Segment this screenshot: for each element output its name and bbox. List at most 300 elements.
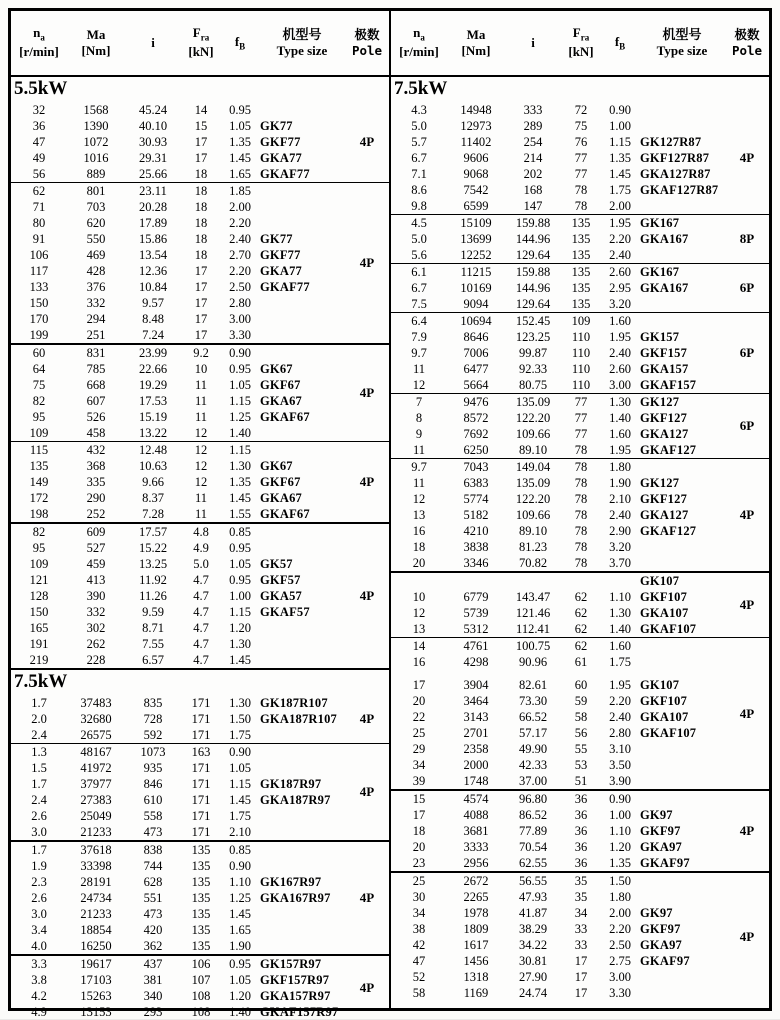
value-cell: 38 (412, 921, 426, 936)
group-rows (11, 442, 345, 522)
value-cell: 4574 (463, 791, 489, 806)
type-size-cell: GKAF77 (260, 279, 310, 294)
value-cell: 1.75 (609, 182, 631, 197)
value-cell: 0.90 (609, 102, 631, 117)
value-cell: 9068 (463, 166, 489, 181)
value-cell: 17 (574, 953, 588, 968)
group-rows (391, 573, 725, 637)
table-row (11, 425, 345, 441)
value-cell: 77 (574, 426, 588, 441)
table-row (11, 231, 345, 247)
value-cell: 37.00 (518, 773, 548, 788)
table-row (11, 620, 345, 636)
value-cell: 335 (86, 474, 106, 489)
value-cell: 3.20 (609, 539, 631, 554)
value-cell: 17 (194, 150, 208, 165)
value-cell: 41972 (80, 760, 112, 775)
value-cell: 122.20 (515, 491, 551, 506)
table-row (391, 621, 725, 637)
value-cell: 135 (571, 280, 591, 295)
type-size-cell: GKF127R87 (640, 150, 710, 165)
value-cell: 17103 (80, 972, 112, 987)
value-cell: 1.05 (229, 118, 251, 133)
table-group (391, 791, 769, 873)
table-row (391, 410, 725, 426)
type-size-cell: GK57 (260, 556, 293, 571)
value-cell: 49.90 (518, 741, 548, 756)
type-size-cell: GK77 (260, 231, 293, 246)
value-cell: 58 (412, 985, 426, 1000)
value-cell: 2.20 (609, 921, 631, 936)
value-cell: 4.5 (411, 215, 427, 230)
pole-cell: 4P (359, 711, 375, 726)
value-cell: 2.3 (31, 874, 47, 889)
value-cell: 1.00 (229, 588, 251, 603)
table-row (11, 474, 345, 490)
value-cell: 2265 (463, 889, 489, 904)
value-cell: 1617 (463, 937, 489, 952)
value-cell: 45.24 (138, 102, 168, 117)
value-cell: 82 (32, 393, 46, 408)
value-cell: 3.00 (229, 311, 251, 326)
value-cell: 171 (191, 760, 211, 775)
column-header-symbol-text: 机型号 (282, 26, 322, 42)
value-cell: 12252 (460, 247, 492, 262)
table-group (391, 873, 769, 1001)
table-row (11, 988, 345, 1004)
value-cell: 91 (32, 231, 46, 246)
value-cell: 135 (571, 247, 591, 262)
value-cell: 92.33 (518, 361, 548, 376)
value-cell: 8.48 (142, 311, 164, 326)
value-cell: 3143 (463, 709, 489, 724)
value-cell: 135 (191, 890, 211, 905)
table-group (391, 394, 769, 459)
value-cell: 6250 (463, 442, 489, 457)
value-cell: 95 (32, 409, 46, 424)
column-header-unit: Type size (276, 43, 328, 58)
type-size-cell: GKF67 (260, 474, 301, 489)
value-cell: 8.37 (142, 490, 164, 505)
value-cell: 5312 (463, 621, 489, 636)
value-cell: 7 (415, 394, 423, 409)
table-row (391, 725, 725, 741)
column-header-symbol (151, 35, 155, 51)
type-size-cell: GKAF157 (640, 377, 697, 392)
value-cell: 12.36 (138, 263, 168, 278)
table-group (11, 744, 389, 842)
value-cell: 3.50 (609, 757, 631, 772)
value-cell: 458 (86, 425, 106, 440)
value-cell: 1.05 (229, 760, 251, 775)
value-cell: 21233 (80, 824, 112, 839)
value-cell: 53 (574, 757, 588, 772)
table-group (391, 638, 769, 791)
value-cell: 668 (86, 377, 106, 392)
value-cell: 1.95 (609, 329, 631, 344)
value-cell: 551 (143, 890, 163, 905)
value-cell: 1.20 (609, 839, 631, 854)
type-size-cell: GKA157R97 (260, 988, 331, 1003)
value-cell: 47 (412, 953, 426, 968)
value-cell: 5774 (463, 491, 489, 506)
value-cell: 5.0 (411, 231, 427, 246)
value-cell: 11 (412, 361, 426, 376)
table-group (391, 573, 769, 638)
value-cell: 51 (574, 773, 588, 788)
column-header-symbol-text: i (531, 34, 535, 50)
table-row (11, 327, 345, 343)
value-cell: 252 (86, 506, 106, 521)
table-row (391, 523, 725, 539)
value-cell: 7.9 (411, 329, 427, 344)
value-cell: 81.23 (518, 539, 548, 554)
value-cell: 1.30 (229, 636, 251, 651)
table-row (391, 937, 725, 953)
column-header-symbol-text: F (192, 25, 201, 41)
value-cell: 90.96 (518, 654, 548, 669)
value-cell: 889 (86, 166, 106, 181)
table-row (391, 839, 725, 855)
pole-cell: 4P (359, 134, 375, 149)
value-cell: 6.7 (411, 280, 427, 295)
pole-cell: 4P (359, 588, 375, 603)
table-row (11, 922, 345, 938)
value-cell: 144.96 (515, 280, 551, 295)
column-header (391, 11, 447, 75)
type-size-cell: GKA77 (260, 150, 302, 165)
value-cell: 18 (412, 823, 426, 838)
value-cell: 30 (412, 889, 426, 904)
value-cell: 18 (194, 215, 208, 230)
value-cell: 56 (574, 725, 588, 740)
value-cell: 170 (29, 311, 49, 326)
column-header-symbol (467, 27, 486, 43)
type-size-cell: GKAF57 (260, 604, 310, 619)
value-cell: 3.0 (31, 906, 47, 921)
type-size-cell: GKA127 (640, 426, 689, 441)
table-group (391, 459, 769, 573)
value-cell: 620 (86, 215, 106, 230)
value-cell: 1.50 (229, 711, 251, 726)
value-cell: 3.70 (609, 555, 631, 570)
value-cell: 9606 (463, 150, 489, 165)
value-cell: 149.04 (515, 459, 551, 474)
value-cell: 459 (86, 556, 106, 571)
value-cell: 4088 (463, 807, 489, 822)
table-row (391, 313, 725, 329)
table-group (11, 442, 389, 524)
value-cell: 3.10 (609, 741, 631, 756)
value-cell: 11.92 (139, 572, 167, 587)
type-size-cell: GK167 (640, 215, 680, 230)
value-cell: 40.10 (138, 118, 168, 133)
table-row (11, 938, 345, 954)
value-cell: 15 (194, 118, 208, 133)
right-half (391, 11, 769, 1008)
value-cell: 1.30 (229, 458, 251, 473)
value-cell: 4.7 (193, 588, 209, 603)
column-header-symbol-text: i (151, 34, 155, 50)
value-cell: 0.95 (229, 102, 251, 117)
type-size-cell: GK167 (640, 264, 680, 279)
value-cell: 2.75 (609, 953, 631, 968)
value-cell: 47 (32, 134, 46, 149)
table-row (11, 506, 345, 522)
value-cell: 11 (194, 393, 208, 408)
column-header-symbol (354, 27, 379, 43)
value-cell: 61 (574, 654, 588, 669)
value-cell: 73.30 (518, 693, 548, 708)
pole-cell: 6P (739, 345, 755, 360)
value-cell: 1.7 (31, 695, 47, 710)
type-size-cell: GKA77 (260, 263, 302, 278)
table-row (11, 540, 345, 556)
type-size-cell: GKF57 (260, 572, 301, 587)
table-row (11, 458, 345, 474)
value-cell: 1.80 (609, 459, 631, 474)
value-cell: 115 (29, 442, 49, 457)
value-cell: 5.0 (193, 556, 209, 571)
table-row (391, 985, 725, 1001)
table-row (391, 855, 725, 871)
value-cell: 19617 (80, 956, 112, 971)
column-header-unit: [kN] (568, 44, 594, 60)
value-cell: 163 (191, 744, 211, 759)
column-header-unit: [Nm] (461, 43, 491, 58)
value-cell: 55 (574, 741, 588, 756)
value-cell: 1.10 (609, 589, 631, 604)
value-cell: 10 (412, 589, 426, 604)
value-cell: 838 (143, 842, 163, 857)
value-cell: 135 (29, 458, 49, 473)
column-header (561, 11, 601, 75)
value-cell: 109 (29, 556, 49, 571)
table-row (11, 183, 345, 199)
column-header-symbol-text: 极数 (734, 27, 760, 43)
table-row (11, 247, 345, 263)
value-cell: 117 (29, 263, 49, 278)
value-cell: 5664 (463, 377, 489, 392)
value-cell: 609 (86, 524, 106, 539)
value-cell: 77 (574, 394, 588, 409)
value-cell: 165 (29, 620, 49, 635)
value-cell: 37618 (80, 842, 112, 857)
value-cell: 4.9 (193, 540, 209, 555)
type-size-cell: GKF107 (640, 589, 688, 604)
column-header-unit: [r/min] (19, 44, 59, 60)
value-cell: 75 (574, 118, 588, 133)
value-cell: 592 (143, 727, 163, 742)
table-row (391, 264, 725, 280)
value-cell: 135 (191, 938, 211, 953)
value-cell: 21233 (80, 906, 112, 921)
value-cell: 66.52 (518, 709, 548, 724)
value-cell: 6.57 (142, 652, 164, 667)
type-size-cell: GKA167R97 (260, 890, 331, 905)
type-size-cell: GKAF67 (260, 506, 310, 521)
column-header-unit: [r/min] (399, 44, 439, 60)
table-row (11, 166, 345, 182)
value-cell: 362 (143, 938, 163, 953)
table-row (391, 198, 725, 214)
value-cell: 1.45 (229, 792, 251, 807)
table-row (391, 280, 725, 296)
value-cell: 2701 (463, 725, 489, 740)
value-cell: 37977 (80, 776, 112, 791)
table-body (391, 77, 769, 1008)
column-header (259, 11, 345, 75)
type-size-cell: GKA97 (640, 839, 682, 854)
type-size-cell: GK107 (640, 677, 680, 692)
type-size-cell: GKA187R107 (260, 711, 337, 726)
value-cell: 526 (86, 409, 106, 424)
pole-cell: 4P (739, 823, 755, 838)
value-cell: 1.20 (229, 620, 251, 635)
table-row (11, 956, 345, 972)
column-header (11, 11, 67, 75)
value-cell: 5739 (463, 605, 489, 620)
table-row (391, 969, 725, 985)
type-size-cell: GKA107 (640, 709, 689, 724)
value-cell: 7006 (463, 345, 489, 360)
value-cell: 135 (191, 874, 211, 889)
table-row (391, 329, 725, 345)
value-cell: 1.75 (609, 654, 631, 669)
value-cell: 4.7 (193, 636, 209, 651)
column-header-symbol (87, 27, 106, 43)
value-cell: 9.7 (411, 345, 427, 360)
value-cell: 15.86 (138, 231, 168, 246)
value-cell: 12 (412, 377, 426, 392)
table-row (391, 394, 725, 410)
value-cell: 5.7 (411, 134, 427, 149)
value-cell: 135 (571, 215, 591, 230)
value-cell: 2.40 (609, 345, 631, 360)
group-rows (391, 264, 725, 312)
value-cell: 78 (574, 475, 588, 490)
column-header-symbol-text: Ma (86, 26, 106, 42)
value-cell: 4210 (463, 523, 489, 538)
value-cell: 13 (412, 621, 426, 636)
value-cell: 1.7 (31, 776, 47, 791)
value-cell: 3.0 (31, 824, 47, 839)
value-cell: 1.65 (229, 166, 251, 181)
value-cell: 18 (194, 166, 208, 181)
value-cell: 1016 (83, 150, 109, 165)
value-cell: 95 (32, 540, 46, 555)
column-header-unit: Pole (351, 43, 383, 58)
value-cell: 1169 (463, 985, 489, 1000)
value-cell: 290 (86, 490, 106, 505)
value-cell: 135.09 (515, 394, 551, 409)
value-cell: 78 (574, 459, 588, 474)
value-cell: 29.31 (138, 150, 168, 165)
column-header-symbol-text: f (614, 33, 620, 49)
group-rows (11, 102, 345, 182)
value-cell: 368 (86, 458, 106, 473)
value-cell: 26575 (80, 727, 112, 742)
value-cell: 1.35 (229, 134, 251, 149)
value-cell: 3.00 (609, 969, 631, 984)
value-cell: 0.95 (229, 572, 251, 587)
value-cell: 110 (571, 377, 591, 392)
value-cell: 13.22 (138, 425, 168, 440)
value-cell: 254 (523, 134, 543, 149)
group-rows (11, 956, 345, 1020)
value-cell: 122.20 (515, 410, 551, 425)
value-cell: 25049 (80, 808, 112, 823)
value-cell: 1.25 (229, 890, 251, 905)
value-cell: 0.85 (229, 842, 251, 857)
value-cell: 135 (571, 231, 591, 246)
table-row (391, 953, 725, 969)
value-cell: 80 (32, 215, 46, 230)
value-cell: 0.95 (229, 361, 251, 376)
value-cell: 14948 (460, 102, 492, 117)
value-cell: 10694 (460, 313, 492, 328)
value-cell: 106 (29, 247, 49, 262)
value-cell: 24.74 (518, 985, 548, 1000)
table-row (391, 773, 725, 789)
value-cell: 57.17 (518, 725, 548, 740)
value-cell: 36 (32, 118, 46, 133)
value-cell: 8572 (463, 410, 489, 425)
value-cell: 703 (86, 199, 106, 214)
group-rows (391, 638, 725, 789)
value-cell: 219 (29, 652, 49, 667)
value-cell: 36 (574, 807, 588, 822)
column-header-subscript: B (239, 41, 246, 52)
value-cell: 18 (194, 247, 208, 262)
value-cell: 2.6 (31, 808, 47, 823)
table-row (11, 711, 345, 727)
value-cell: 121.46 (515, 605, 551, 620)
table-row (11, 652, 345, 668)
value-cell: 60 (32, 345, 46, 360)
value-cell: 1.15 (609, 134, 631, 149)
value-cell: 22 (412, 709, 426, 724)
value-cell: 0.95 (229, 540, 251, 555)
table-group (391, 313, 769, 394)
value-cell: 32 (32, 102, 46, 117)
value-cell: 11 (194, 506, 208, 521)
value-cell: 2956 (463, 855, 489, 870)
value-cell: 1.95 (609, 215, 631, 230)
value-cell: 11.26 (139, 588, 167, 603)
value-cell: 1.35 (609, 150, 631, 165)
table-group (391, 102, 769, 215)
value-cell: 1456 (463, 953, 489, 968)
column-header-symbol-text: f (234, 33, 240, 49)
value-cell: 17 (194, 295, 208, 310)
value-cell: 12 (412, 605, 426, 620)
value-cell: 5.6 (411, 247, 427, 262)
type-size-cell: GKAF97 (640, 855, 690, 870)
value-cell: 78 (574, 539, 588, 554)
value-cell: 17.57 (138, 524, 168, 539)
value-cell: 0.85 (229, 524, 251, 539)
value-cell: 13699 (460, 231, 492, 246)
value-cell: 23 (412, 855, 426, 870)
value-cell: 20 (412, 693, 426, 708)
value-cell: 4.7 (193, 652, 209, 667)
value-cell: 9.59 (142, 604, 164, 619)
value-cell: 3464 (463, 693, 489, 708)
column-header-symbol (734, 27, 759, 43)
table-row (11, 345, 345, 361)
value-cell: 8.6 (411, 182, 427, 197)
